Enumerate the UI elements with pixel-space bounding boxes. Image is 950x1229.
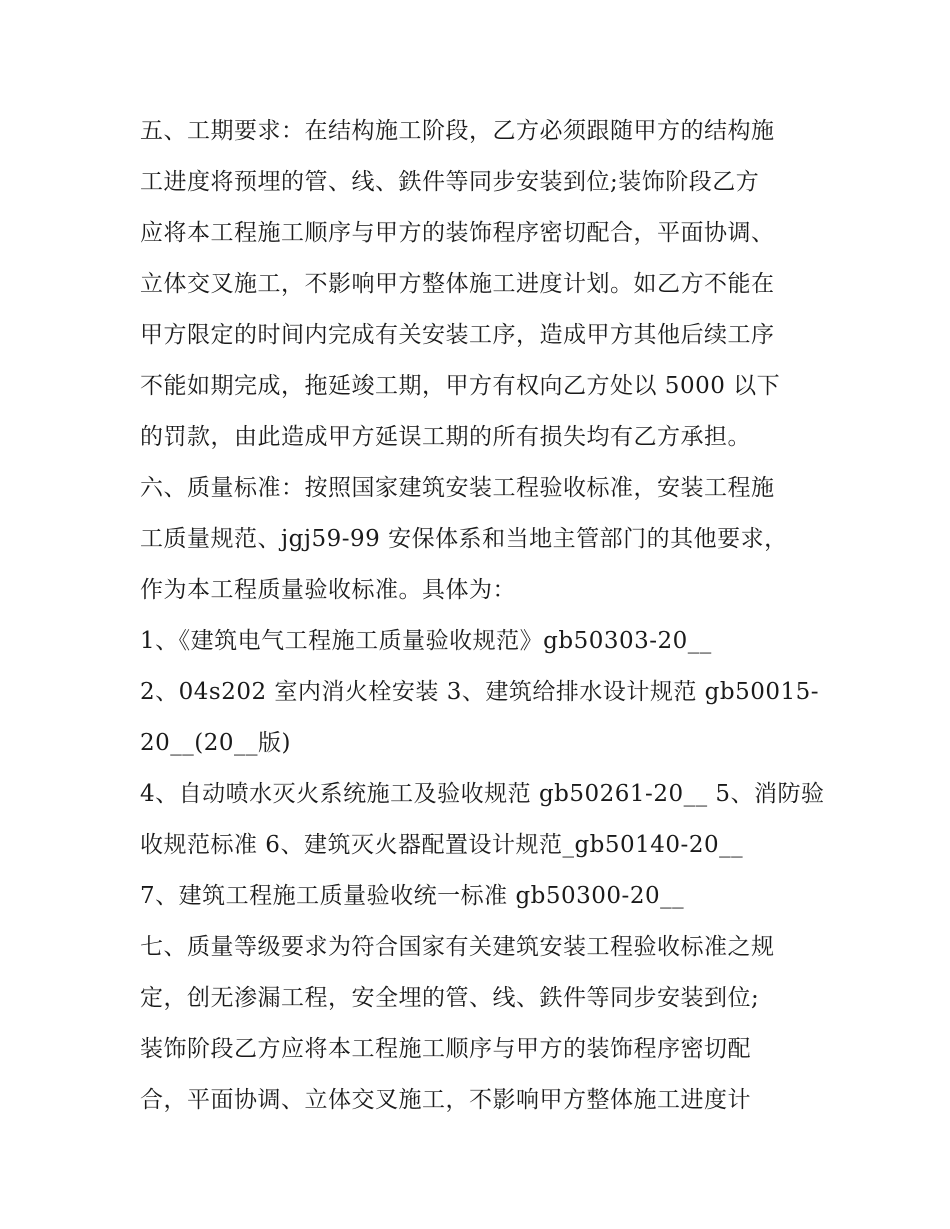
text-line-4: 立体交叉施工，不影响甲方整体施工进度计划。如乙方不能在 <box>140 271 775 297</box>
text-line-7: 的罚款，由此造成甲方延误工期的所有损失均有乙方承担。 <box>140 424 751 450</box>
text-line-1: 五、工期要求：在结构施工阶段，乙方必须跟随甲方的结构施 <box>140 118 775 144</box>
text-line-20: 合，平面协调、立体交叉施工，不影响甲方整体施工进度计 <box>140 1087 751 1113</box>
text-line-17: 七、质量等级要求为符合国家有关建筑安装工程验收标准之规 <box>140 934 775 960</box>
text-line-12: 2、04s202 室内消火栓安装 3、建筑给排水设计规范 gb50015- <box>140 679 820 705</box>
text-line-13: 20__(20__版) <box>140 730 291 756</box>
text-line-15: 收规范标准 6、建筑灭火器配置设计规范_gb50140-20__ <box>140 832 744 858</box>
text-line-3: 应将本工程施工顺序与甲方的装饰程序密切配合，平面协调、 <box>140 220 775 246</box>
text-line-10: 作为本工程质量验收标准。具体为： <box>140 577 516 603</box>
text-line-19: 装饰阶段乙方应将本工程施工顺序与甲方的装饰程序密切配 <box>140 1036 751 1062</box>
text-line-16: 7、建筑工程施工质量验收统一标准 gb50300-20__ <box>140 883 685 909</box>
text-line-18: 定，创无渗漏工程，安全埋的管、线、鉄件等同步安装到位; <box>140 985 760 1011</box>
text-line-6: 不能如期完成，拖延竣工期，甲方有权向乙方处以 5000 以下 <box>140 373 781 399</box>
text-line-9: 工质量规范、jgj59-99 安保体系和当地主管部门的其他要求， <box>140 526 788 552</box>
text-line-2: 工进度将预埋的管、线、鉄件等同步安装到位;装饰阶段乙方 <box>140 169 760 195</box>
document-body <box>140 106 825 1126</box>
text-line-5: 甲方限定的时间内完成有关安装工序，造成甲方其他后续工序 <box>140 322 775 348</box>
text-line-8: 六、质量标准：按照国家建筑安装工程验收标准，安装工程施 <box>140 475 775 501</box>
text-line-14: 4、自动喷水灭火系统施工及验收规范 gb50261-20__ 5、消防验 <box>140 781 825 807</box>
text-line-11: 1、《建筑电气工程施工质量验收规范》gb50303-20__ <box>140 628 712 654</box>
